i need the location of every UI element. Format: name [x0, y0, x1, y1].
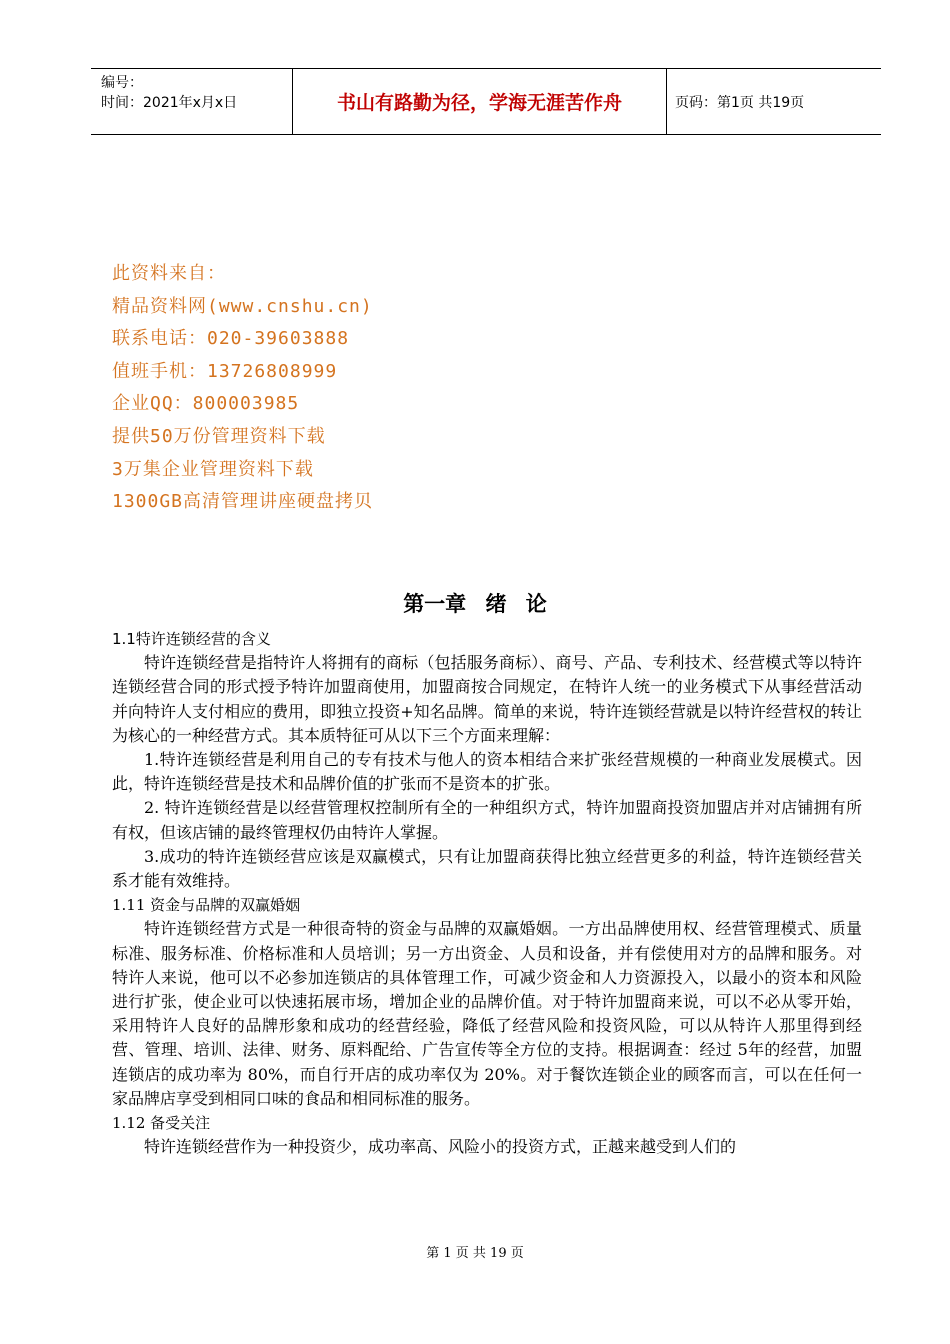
section-title: 1.1特许连锁经营的含义 [112, 630, 271, 648]
chapter-title: 第一章 绪 论 [403, 592, 547, 616]
motto: 书山有路勤为径，学海无涯苦作舟 [293, 69, 667, 134]
header-meta [91, 69, 293, 134]
section-title: 1.12 备受关注 [112, 1114, 211, 1133]
source-line: 企业QQ：800003985 [112, 393, 300, 415]
source-info [112, 258, 373, 519]
paragraph: 3.成功的特许连锁经营应该是双赢模式，只有让加盟商获得比独立经营更多的利益，特许连锁经营关系才能有效维持。 [112, 846, 862, 891]
page-footer: 第 1 页 共 19 页 [426, 1246, 524, 1261]
paragraph: 特许连锁经营方式是一种很奇特的资金与品牌的双赢婚姻。一方出品牌使用权、经营管理模式、质量标准、服务标准、价格标准和人员培训；另一方出资金、人员和设备，并有偿使用对方的品牌和服务。对特许人来说，他可以不必参加连锁店的具体管理工作，可减少资金和人力资源投入，以最小的资本和风险进行扩张，使企业可以快速拓展市场，增加企业的品牌价值。对于特许加盟商来说，可以不必从零开始，采用特许人良好的品牌形象和成功的经营经验，降低了经营风险和投资风险，可以从特许人那里得到经营、管理、培训、法律、财务、原料配给、广告宣传等全方位的支持。根据调查：经过 5年的经营，加盟连锁店的成功率为 80%，而自行开店的成功率仅为 20%。对于餐饮连锁企业的顾客而言，可以在任何一家品牌店享受到相同口味的食品和相同标准的服务。 [112, 919, 862, 1108]
source-line: 值班手机：13726808999 [112, 360, 338, 382]
header-table [91, 68, 881, 135]
source-line: 联系电话：020-39603888 [112, 328, 350, 350]
document-body [112, 627, 862, 1159]
paragraph: 2. 特许连锁经营是以经营管理权控制所有全的一种组织方式，特许加盟商投资加盟店并对店铺拥有所有权，但该店铺的最终管理权仍由特许人掌握。 [112, 798, 862, 842]
section-title: 1.11 资金与品牌的双赢婚姻 [112, 896, 301, 915]
source-line: 此资料来自： [112, 263, 226, 284]
page-info: 页码：第1页 共19页 [675, 94, 805, 111]
source-line: 3万集企业管理资料下载 [112, 458, 314, 480]
time-label: 时间：2021年x月x日 [101, 95, 238, 111]
paragraph: 1.特许连锁经营是利用自己的专有技术与他人的资本相结合来扩张经营规模的一种商业发展模式。因此，特许连锁经营是技术和品牌价值的扩张而不是资本的扩张。 [112, 750, 862, 794]
paragraph: 特许连锁经营作为一种投资少，成功率高、风险小的投资方式，正越来越受到人们的 [144, 1137, 737, 1157]
source-line: 1300GB高清管理讲座硬盘拷贝 [112, 491, 374, 513]
number-label: 编号： [101, 75, 143, 91]
paragraph: 特许连锁经营是指特许人将拥有的商标（包括服务商标）、商号、产品、专利技术、经营模式等以特许连锁经营合同的形式授予特许加盟商使用，加盟商按合同规定，在特许人统一的业务模式下从事经营活动并向特许人支付相应的费用，即独立投资+知名品牌。简单的来说，特许连锁经营就是以特许经营权的转让为核心的一种经营方式。其本质特征可从以下三个方面来理解： [112, 653, 862, 745]
source-line: 提供50万份管理资料下载 [112, 425, 326, 447]
source-line: 精品资料网(www.cnshu.cn) [112, 295, 373, 317]
